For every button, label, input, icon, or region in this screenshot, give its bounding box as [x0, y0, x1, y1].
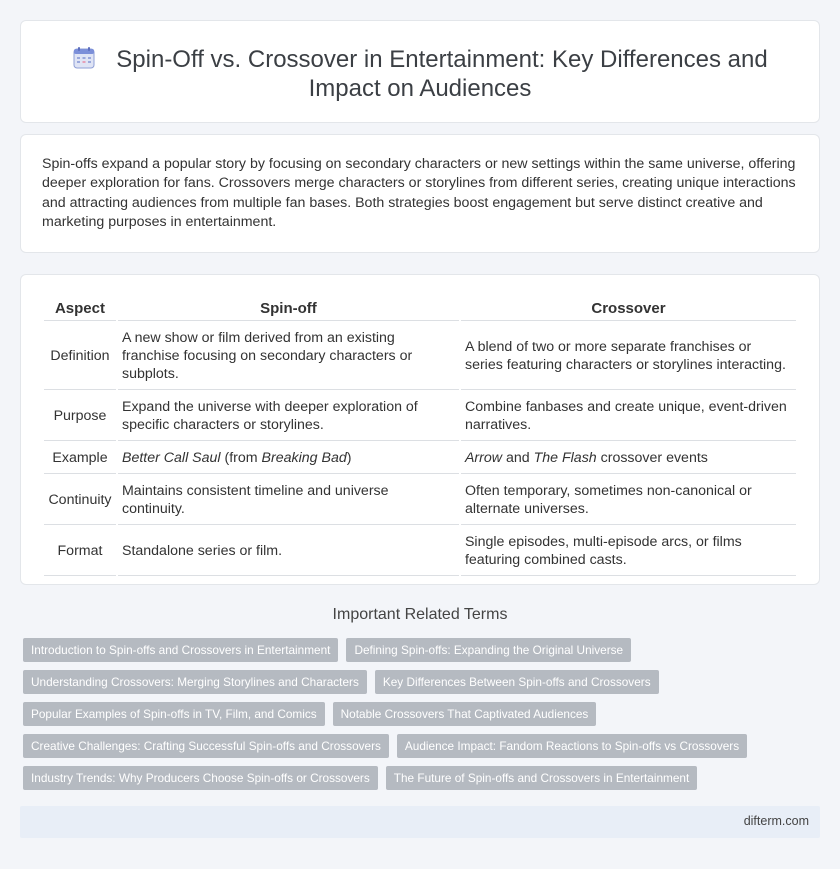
crossover-title-1: Arrow	[464, 450, 503, 466]
related-term-tag[interactable]: Introduction to Spin-offs and Crossovers in Entertainment	[23, 638, 338, 662]
spinoff-source: Breaking Bad	[261, 450, 347, 466]
related-term-tag[interactable]: Audience Impact: Fandom Reactions to Spin-offs vs Crossovers	[397, 734, 747, 758]
row-spinoff: Standalone series or film.	[118, 527, 459, 576]
related-term-tag[interactable]: Popular Examples of Spin-offs in TV, Film, and Comics	[23, 702, 325, 726]
spinoff-title: Better Call Saul	[121, 450, 221, 466]
spinoff-mid: (from	[220, 450, 262, 466]
crossover-mid: and	[502, 450, 534, 466]
row-aspect: Purpose	[44, 392, 116, 441]
row-crossover: Combine fanbases and create unique, event-driven narratives.	[461, 392, 796, 441]
header-spinoff: Spin-off	[118, 297, 459, 321]
related-terms-list	[23, 638, 813, 798]
row-crossover: Often temporary, sometimes non-canonical or alternate universes.	[461, 476, 796, 525]
related-term-tag[interactable]: Understanding Crossovers: Merging Storylines and Characters	[23, 670, 367, 694]
related-term-tag[interactable]: Creative Challenges: Crafting Successful Spin-offs and Crossovers	[23, 734, 389, 758]
page-title-wrap	[21, 45, 819, 103]
related-term-tag[interactable]: The Future of Spin-offs and Crossovers in Entertainment	[386, 766, 698, 790]
header-aspect: Aspect	[44, 297, 116, 321]
row-aspect: Format	[44, 527, 116, 576]
header-crossover: Crossover	[461, 297, 796, 321]
table-header-row	[44, 297, 796, 321]
row-crossover	[461, 443, 796, 474]
calendar-icon	[72, 46, 96, 70]
related-terms-title: Important Related Terms	[332, 606, 508, 623]
row-spinoff: Expand the universe with deeper exploration of specific characters or storylines.	[118, 392, 459, 441]
crossover-title-2: The Flash	[533, 450, 597, 466]
row-crossover: Single episodes, multi-episode arcs, or films featuring combined casts.	[461, 527, 796, 576]
table-row	[44, 476, 796, 525]
row-spinoff	[118, 443, 459, 474]
related-term-tag[interactable]: Industry Trends: Why Producers Choose Spin-offs or Crossovers	[23, 766, 378, 790]
header-card	[20, 20, 820, 123]
row-crossover: A blend of two or more separate franchises or series featuring characters or storylines interacting.	[461, 323, 796, 390]
related-term-tag[interactable]: Key Differences Between Spin-offs and Crossovers	[375, 670, 659, 694]
table-row	[44, 527, 796, 576]
table-row	[44, 443, 796, 474]
comparison-card	[20, 274, 820, 585]
intro-text: Spin-offs expand a popular story by focusing on secondary characters or new settings within the same universe, offering deeper exploration for fans. Crossovers merge characters or storylines from different series, creating unique interactions and attracting audiences from multiple fan bases. Both strategies boost engagement but serve distinct creative and marketing purposes in entertainment.	[42, 156, 796, 230]
row-spinoff: A new show or film derived from an existing franchise focusing on secondary characters or subplots.	[118, 323, 459, 390]
row-aspect: Example	[44, 443, 116, 474]
page-title: Spin-Off vs. Crossover in Entertainment: Key Differences and Impact on Audiences	[116, 46, 768, 102]
spinoff-end: )	[346, 450, 352, 466]
row-spinoff: Maintains consistent timeline and universe continuity.	[118, 476, 459, 525]
row-aspect: Definition	[44, 323, 116, 390]
crossover-end: crossover events	[596, 450, 708, 466]
related-term-tag[interactable]: Defining Spin-offs: Expanding the Original Universe	[346, 638, 631, 662]
comparison-table	[42, 295, 798, 578]
row-aspect: Continuity	[44, 476, 116, 525]
intro-card	[20, 134, 820, 253]
related-term-tag[interactable]: Notable Crossovers That Captivated Audiences	[333, 702, 597, 726]
footer-site-link[interactable]: difterm.com	[743, 814, 809, 828]
table-row	[44, 323, 796, 390]
footer	[20, 806, 820, 838]
table-row	[44, 392, 796, 441]
